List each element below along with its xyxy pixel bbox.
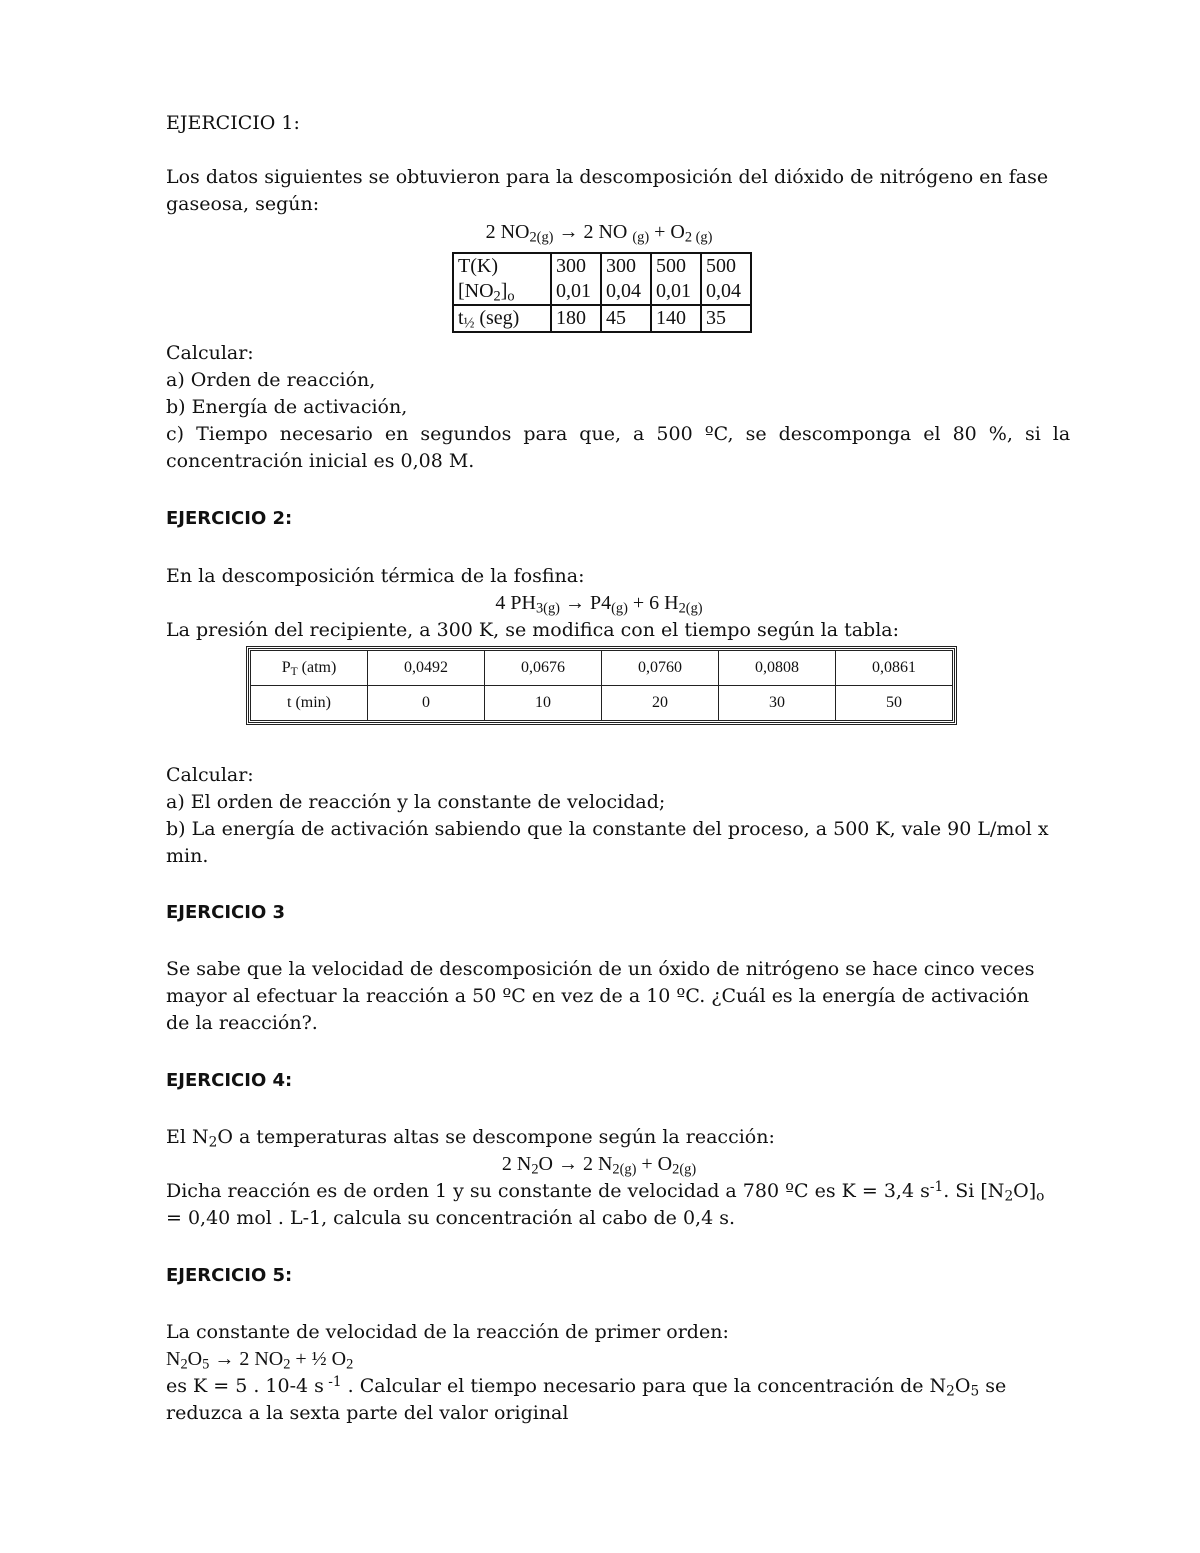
- table-cell: 0,04: [601, 279, 651, 305]
- ex2-data-table: [246, 646, 957, 725]
- row-label: $[NO_2]_o$: [453, 279, 551, 305]
- table-row: [453, 279, 751, 305]
- ex1-questions: Calcular: a) Orden de reacción, b) Energía de activación, c) Tiempo necesario en segundos para que, a 500 ºC, se descomponga el 80 %, si la concentración inicial es 0,08 M.: [166, 342, 1071, 472]
- table-cell: 500: [651, 253, 701, 279]
- ex4-text: Dicha reacción es de orden 1 y su constante de velocidad a 780 ºC es K = 3,4 $s^{-1}$. Si $[N_2O]_o$ = 0,40 mol . L-1, calcula su concentración al cabo de 0,4 s.: [166, 1178, 1045, 1229]
- ex4-title: EJERCICIO 4:: [166, 1070, 293, 1091]
- table-row: [251, 686, 953, 721]
- table-row: [251, 651, 953, 686]
- row-label: $t_{\frac{1}{2}}$ (seg): [453, 305, 551, 332]
- ex2-intro: En la descomposición térmica de la fosfina:: [166, 565, 585, 587]
- table-cell: 140: [651, 305, 701, 332]
- ex4-intro: El $N_2O$ a temperaturas altas se descompone según la reacción:: [166, 1126, 775, 1151]
- table-cell: 300: [551, 253, 601, 279]
- table-cell: 35: [701, 305, 751, 332]
- ex2-title: EJERCICIO 2:: [166, 508, 293, 529]
- table-cell: 180: [551, 305, 601, 332]
- ex5-title: EJERCICIO 5:: [166, 1265, 293, 1286]
- table-cell: 10: [485, 686, 602, 721]
- table-cell: 50: [836, 686, 953, 721]
- table-cell: 20: [602, 686, 719, 721]
- row-label: $P_T$ (atm): [251, 651, 368, 686]
- ex1-title: EJERCICIO 1:: [166, 112, 300, 134]
- table-cell: 300: [601, 253, 651, 279]
- table-cell: 500: [701, 253, 751, 279]
- table-cell: 0,0808: [719, 651, 836, 686]
- table-cell: 0,0760: [602, 651, 719, 686]
- table-cell: 0,01: [551, 279, 601, 305]
- ex1-intro: Los datos siguientes se obtuvieron para la descomposición del dióxido de nitrógeno en fase gaseosa, según:: [166, 166, 1049, 215]
- table-cell: 0,04: [701, 279, 751, 305]
- ex5-text: La constante de velocidad de la reacción de primer orden: $N_2O_5 \to 2$ $NO_2$ + ½ $O_2$ es K = 5 . 10-4 s $^{-1}$ . Calcular el tiempo necesario para que la concentración de $N_2O_5$ se reduzca a la sexta parte del valor original: [166, 1319, 1032, 1427]
- ex4-equation: 2 $N_2O \to 2$ $N_{2(g)} + O_{2(g)}$: [501, 1153, 697, 1178]
- table-cell: 0,0861: [836, 651, 953, 686]
- ex2-equation: 4 $PH_{3(g)} \to P4_{(g)} + 6$ $H_{2(g)}$: [495, 592, 703, 617]
- table-cell: 0,0492: [368, 651, 485, 686]
- ex2-pressure-text: La presión del recipiente, a 300 K, se modifica con el tiempo según la tabla:: [166, 619, 899, 641]
- table-cell: 45: [601, 305, 651, 332]
- ex3-text: Se sabe que la velocidad de descomposición de un óxido de nitrógeno se hace cinco veces mayor al efectuar la reacción a 50 ºC en vez de a 10 ºC. ¿Cuál es la energía de activación de la reacción?.: [166, 958, 1035, 1034]
- ex3-title: EJERCICIO 3: [166, 902, 286, 923]
- ex1-data-table: [452, 252, 752, 333]
- ex1-question-c: c) Tiempo necesario en segundos para que, a 500 ºC, se descomponga el 80 %, si la: [166, 423, 1071, 445]
- ex2-questions: Calcular: a) El orden de reacción y la constante de velocidad; b) La energía de activación sabiendo que la constante del proceso, a 500 K, vale 90 L/mol x min.: [166, 764, 1049, 867]
- table-cell: 0,01: [651, 279, 701, 305]
- table-cell: 0,0676: [485, 651, 602, 686]
- ex1-equation: 2 $NO_{2(g)} \to 2$ NO $_{(g)} + O_{2 (g)}$: [485, 221, 713, 246]
- table-row: [453, 253, 751, 279]
- ex5-equation: $N_2O_5 \to 2$ $NO_2$ + ½ $O_2$: [166, 1348, 354, 1373]
- table-cell: 0: [368, 686, 485, 721]
- row-label: T(K): [453, 253, 551, 279]
- table-row: [453, 305, 751, 332]
- table-cell: 30: [719, 686, 836, 721]
- row-label: t (min): [251, 686, 368, 721]
